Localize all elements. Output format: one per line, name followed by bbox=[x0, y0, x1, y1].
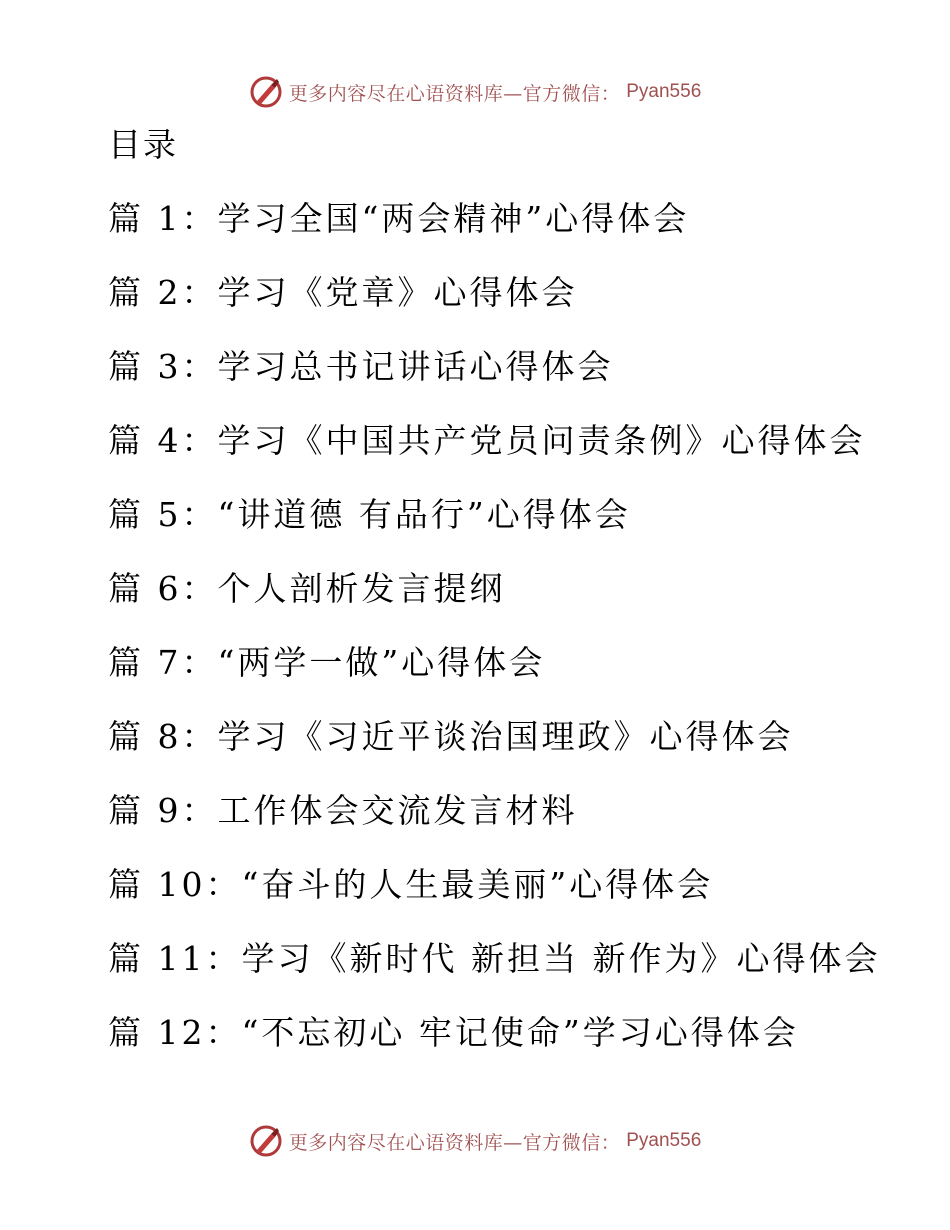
toc-item: 篇 1：学习全国“两会精神”心得体会 bbox=[108, 199, 690, 238]
watermark-text: 更多内容尽在心语资料库—官方微信： bbox=[288, 82, 621, 105]
toc-list bbox=[108, 196, 880, 1084]
toc-item: 篇 3：学习总书记讲话心得体会 bbox=[108, 347, 614, 386]
footer-watermark bbox=[0, 1121, 950, 1161]
toc-item: 篇 9：工作体会交流发言材料 bbox=[108, 791, 578, 830]
toc-title: 目录 bbox=[108, 125, 178, 164]
watermark-text: 更多内容尽在心语资料库—官方微信： bbox=[288, 1131, 621, 1154]
toc-item: 篇 11：学习《新时代 新担当 新作为》心得体会 bbox=[108, 939, 881, 978]
toc-item: 篇 5：“讲道德 有品行”心得体会 bbox=[108, 495, 631, 534]
toc-item: 篇 12：“不忘初心 牢记使命”学习心得体会 bbox=[108, 1013, 799, 1052]
pen-logo-icon bbox=[249, 75, 283, 109]
watermark-wechat-id: Pyan556 bbox=[626, 81, 702, 102]
pen-logo-icon bbox=[249, 1124, 283, 1158]
toc-item: 篇 4：学习《中国共产党员问责条例》心得体会 bbox=[108, 421, 866, 460]
toc-item: 篇 8：学习《习近平谈治国理政》心得体会 bbox=[108, 717, 794, 756]
watermark-wechat-id: Pyan556 bbox=[626, 1130, 702, 1151]
header-watermark bbox=[0, 72, 950, 112]
toc-item: 篇 7：“两学一做”心得体会 bbox=[108, 643, 546, 682]
toc-item: 篇 10：“奋斗的人生最美丽”心得体会 bbox=[108, 865, 714, 904]
toc-item: 篇 2：学习《党章》心得体会 bbox=[108, 273, 578, 312]
toc-item: 篇 6：个人剖析发言提纲 bbox=[108, 569, 506, 608]
